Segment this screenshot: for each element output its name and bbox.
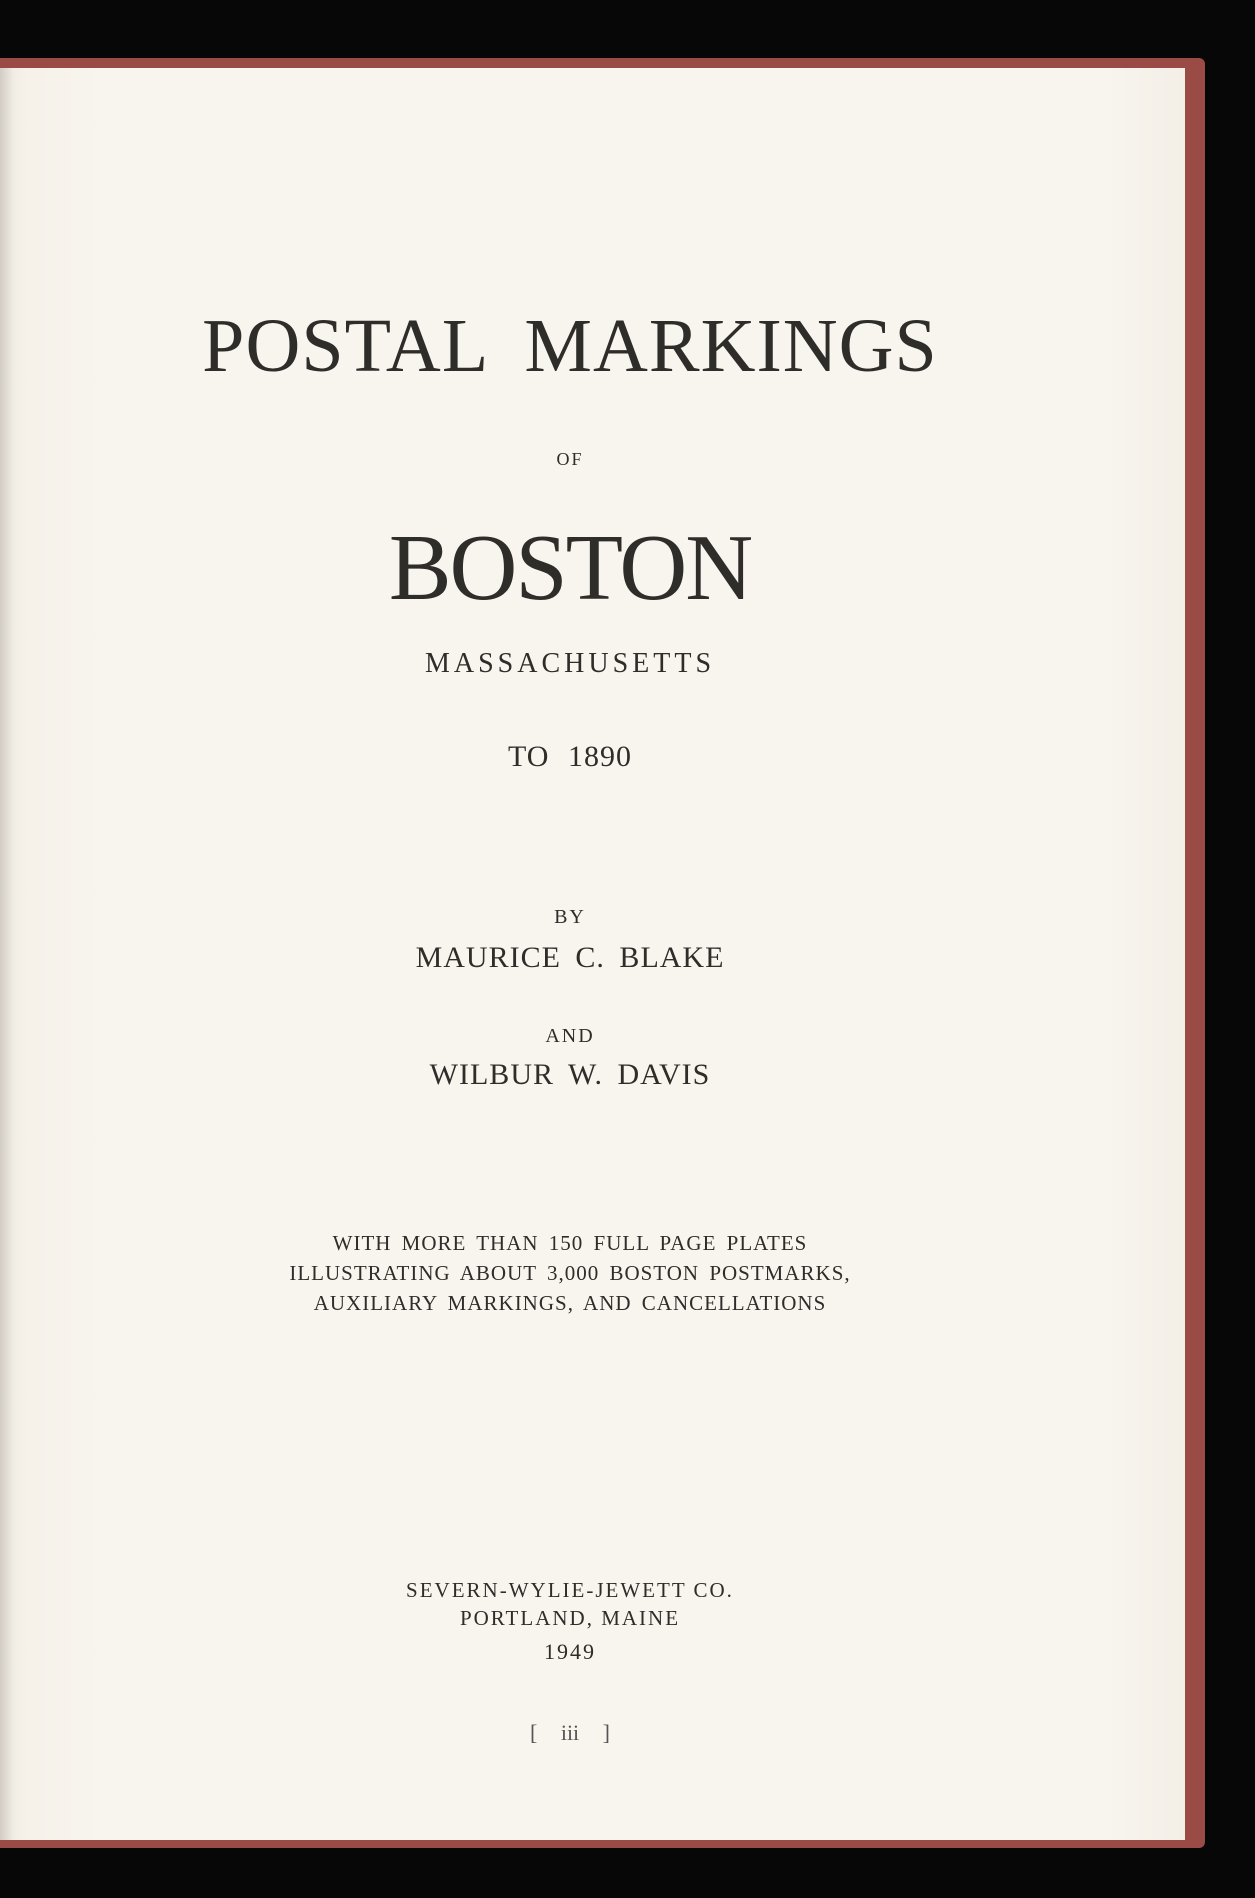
description-line-2: ILLUSTRATING ABOUT 3,000 BOSTON POSTMARKS, [289,1261,851,1285]
gutter-shadow [0,68,14,1840]
description-line-1: WITH MORE THAN 150 FULL PAGE PLATES [332,1231,808,1255]
publisher-name: SEVERN-WYLIE-JEWETT CO. [406,1578,734,1602]
title-page [0,68,1185,1840]
and-text: AND [545,1025,595,1047]
city-name: BOSTON [388,516,752,620]
publisher-place: PORTLAND, MAINE [459,1606,681,1630]
publication-year: 1949 [544,1639,596,1664]
title-connector-of: OF [556,449,584,469]
by-text: BY [554,906,586,928]
state-name: MASSACHUSETTS [424,648,716,679]
book-title: POSTAL MARKINGS [202,304,938,388]
period-text: TO 1890 [508,740,632,773]
author-1: MAURICE C. BLAKE [415,941,725,974]
page-number: [ iii ] [530,1720,610,1745]
author-2: WILBUR W. DAVIS [429,1058,711,1091]
description-line-3: AUXILIARY MARKINGS, AND CANCELLATIONS [313,1291,827,1315]
